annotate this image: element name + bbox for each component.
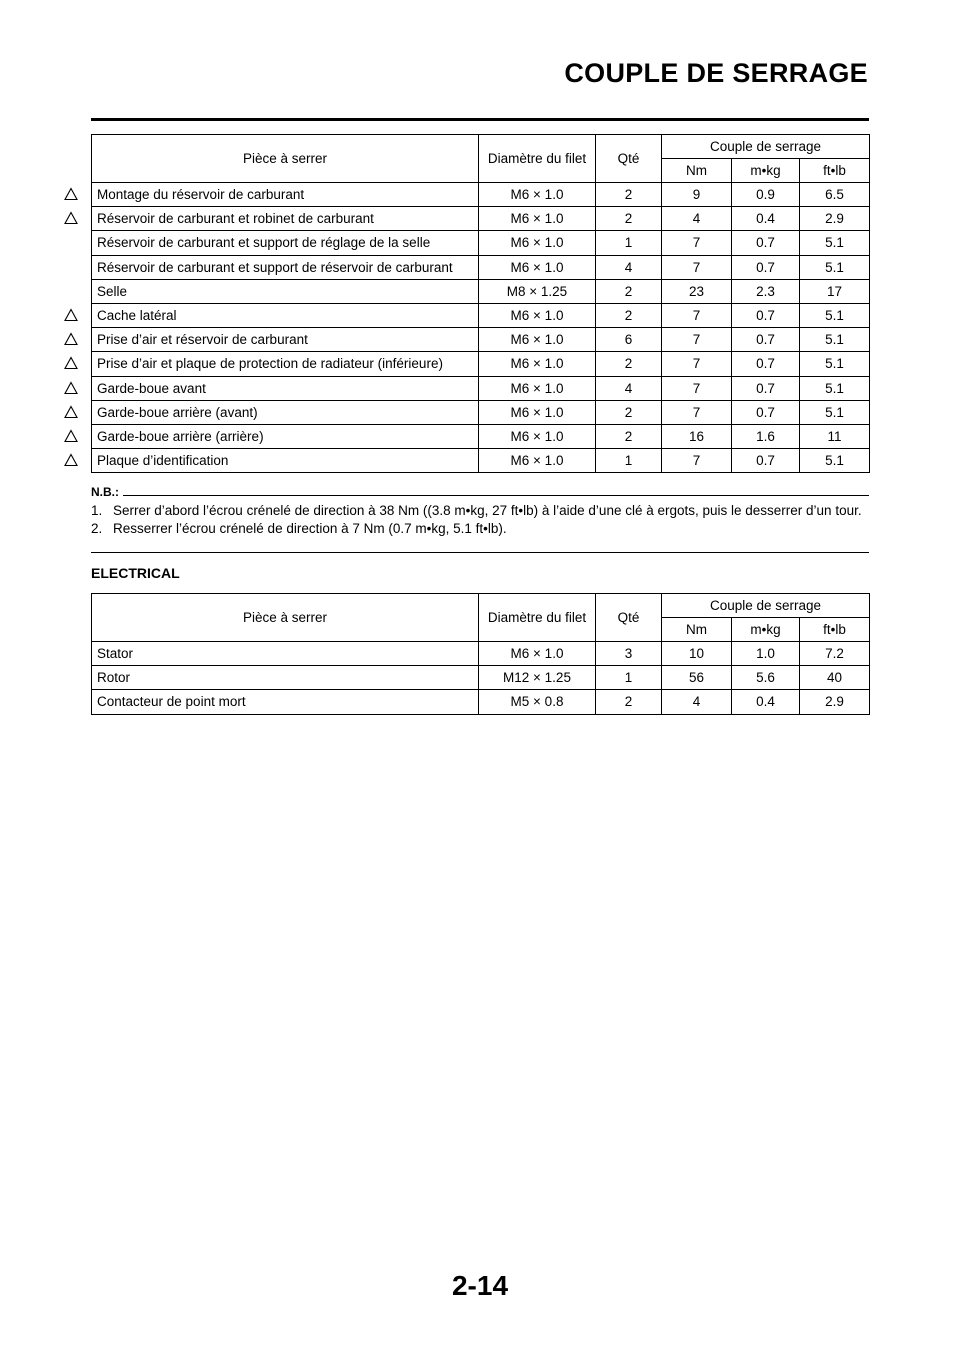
note-label: N.B.: xyxy=(91,485,119,499)
cell-ftlb xyxy=(800,449,870,473)
cell-mkg-text: 2.3 xyxy=(756,283,775,299)
cell-part xyxy=(92,690,479,714)
cell-nm-text: 4 xyxy=(692,211,701,227)
cell-qty-text: 2 xyxy=(624,404,633,420)
cell-ftlb xyxy=(800,424,870,448)
cell-part-text: Réservoir de carburant et support de réglage de la selle xyxy=(97,235,431,251)
section-heading-electrical: ELECTRICAL xyxy=(91,565,180,581)
table-row xyxy=(92,666,870,690)
cell-qty-text: 2 xyxy=(624,211,633,227)
triangle-warning-icon xyxy=(64,187,78,201)
cell-nm xyxy=(662,376,732,400)
cell-mkg-text: 0.4 xyxy=(756,694,775,710)
torque-table-main xyxy=(91,134,870,473)
cell-mkg-text: 0.7 xyxy=(756,332,775,348)
cell-nm-text: 7 xyxy=(692,404,701,420)
cell-part xyxy=(92,449,479,473)
triangle-warning-icon xyxy=(64,211,78,225)
col-header-ftlb: ft•lb xyxy=(800,618,870,642)
cell-mkg xyxy=(732,449,800,473)
cell-nm xyxy=(662,231,732,255)
cell-thread-text: M6 × 1.0 xyxy=(510,453,564,469)
cell-qty-text: 2 xyxy=(624,356,633,372)
col-header-ftlb: ft•lb xyxy=(800,159,870,183)
cell-qty-text: 2 xyxy=(624,428,633,444)
cell-nm-text: 7 xyxy=(692,380,701,396)
cell-thread-text: M8 × 1.25 xyxy=(506,283,568,299)
col-header-torque: Couple de serrage xyxy=(662,594,870,618)
col-header-mkg: m•kg xyxy=(732,618,800,642)
cell-ftlb-text: 7.2 xyxy=(825,646,844,662)
cell-part xyxy=(92,376,479,400)
cell-mkg-text: 0.7 xyxy=(756,259,775,275)
cell-part xyxy=(92,231,479,255)
triangle-warning-icon xyxy=(64,381,78,395)
page-title: COUPLE DE SERRAGE xyxy=(564,58,868,88)
cell-qty xyxy=(596,231,662,255)
header-rule xyxy=(91,118,869,121)
triangle-warning-icon xyxy=(64,453,78,467)
col-header-qty: Qté xyxy=(596,594,662,642)
cell-qty xyxy=(596,690,662,714)
cell-part-text: Rotor xyxy=(97,670,131,686)
cell-mkg xyxy=(732,690,800,714)
cell-part-text: Réservoir de carburant et support de réservoir de carburant xyxy=(97,259,453,275)
cell-thread-text: M6 × 1.0 xyxy=(510,646,564,662)
cell-mkg xyxy=(732,255,800,279)
cell-thread xyxy=(479,424,596,448)
cell-nm xyxy=(662,449,732,473)
table-row xyxy=(92,690,870,714)
note-list xyxy=(91,502,869,538)
note-end-rule xyxy=(91,552,869,553)
cell-qty xyxy=(596,642,662,666)
cell-nm-text: 7 xyxy=(692,453,701,469)
triangle-warning-icon xyxy=(64,405,78,419)
table-row xyxy=(92,279,870,303)
cell-part-text: Selle xyxy=(97,283,128,299)
cell-nm xyxy=(662,352,732,376)
cell-thread-text: M12 × 1.25 xyxy=(503,670,571,686)
cell-ftlb-text: 5.1 xyxy=(825,332,844,348)
cell-part-text: Garde-boue arrière (arrière) xyxy=(97,428,264,444)
cell-mkg-text: 0.7 xyxy=(756,308,775,324)
cell-mkg xyxy=(732,424,800,448)
cell-part-text: Montage du réservoir de carburant xyxy=(97,187,305,203)
cell-nm-text: 56 xyxy=(688,670,705,686)
cell-ftlb-text: 5.1 xyxy=(825,235,844,251)
table-body xyxy=(92,642,870,715)
cell-ftlb xyxy=(800,231,870,255)
cell-part-text: Prise d’air et réservoir de carburant xyxy=(97,332,308,348)
triangle-warning-icon xyxy=(64,332,78,346)
cell-ftlb xyxy=(800,279,870,303)
cell-ftlb xyxy=(800,642,870,666)
cell-qty-text: 1 xyxy=(624,453,633,469)
cell-part xyxy=(92,279,479,303)
cell-thread-text: M6 × 1.0 xyxy=(510,235,564,251)
cell-nm xyxy=(662,690,732,714)
table-row xyxy=(92,352,870,376)
table-row xyxy=(92,424,870,448)
col-header-nm: Nm xyxy=(662,159,732,183)
cell-qty-text: 1 xyxy=(624,235,633,251)
note-item-number: 2. xyxy=(91,521,103,536)
cell-thread-text: M6 × 1.0 xyxy=(510,380,564,396)
col-header-mkg: m•kg xyxy=(732,159,800,183)
cell-thread xyxy=(479,449,596,473)
col-header-thread: Diamètre du filet xyxy=(479,594,596,642)
cell-ftlb xyxy=(800,303,870,327)
cell-part-text: Garde-boue arrière (avant) xyxy=(97,404,258,420)
note-item-number: 1. xyxy=(91,503,103,518)
cell-nm-text: 7 xyxy=(692,356,701,372)
cell-mkg-text: 5.6 xyxy=(756,670,775,686)
note-item-text: Serrer d’abord l’écrou crénelé de direction à 38 Nm ((3.8 m•kg, 27 ft•lb) à l’aide d’une clé à ergots, puis le desserrer d’un tour. xyxy=(113,503,862,518)
cell-qty xyxy=(596,666,662,690)
cell-part-text: Garde-boue avant xyxy=(97,380,206,396)
cell-qty xyxy=(596,376,662,400)
cell-ftlb xyxy=(800,183,870,207)
cell-mkg-text: 0.7 xyxy=(756,453,775,469)
cell-part xyxy=(92,666,479,690)
triangle-warning-icon xyxy=(64,429,78,443)
note-item-text: Resserrer l’écrou crénelé de direction à 7 Nm (0.7 m•kg, 5.1 ft•lb). xyxy=(113,521,507,536)
triangle-warning-icon xyxy=(64,308,78,322)
triangle-warning-icon xyxy=(64,356,78,370)
cell-nm-text: 23 xyxy=(688,283,705,299)
cell-mkg xyxy=(732,328,800,352)
cell-thread-text: M6 × 1.0 xyxy=(510,404,564,420)
cell-ftlb-text: 5.1 xyxy=(825,380,844,396)
cell-mkg-text: 0.4 xyxy=(756,211,775,227)
cell-mkg xyxy=(732,352,800,376)
cell-thread-text: M6 × 1.0 xyxy=(510,187,564,203)
cell-nm xyxy=(662,400,732,424)
cell-ftlb-text: 2.9 xyxy=(825,694,844,710)
cell-ftlb-text: 6.5 xyxy=(825,187,844,203)
table-row xyxy=(92,183,870,207)
cell-ftlb xyxy=(800,690,870,714)
cell-thread xyxy=(479,231,596,255)
cell-mkg xyxy=(732,279,800,303)
cell-qty-text: 2 xyxy=(624,283,633,299)
table-row xyxy=(92,207,870,231)
cell-ftlb-text: 5.1 xyxy=(825,404,844,420)
cell-ftlb xyxy=(800,352,870,376)
col-header-qty: Qté xyxy=(596,135,662,183)
cell-thread xyxy=(479,328,596,352)
cell-part-text: Cache latéral xyxy=(97,308,177,324)
cell-part xyxy=(92,255,479,279)
cell-ftlb xyxy=(800,255,870,279)
cell-thread xyxy=(479,376,596,400)
cell-qty-text: 2 xyxy=(624,187,633,203)
cell-thread xyxy=(479,303,596,327)
cell-qty-text: 2 xyxy=(624,694,633,710)
cell-nm xyxy=(662,642,732,666)
col-header-nm: Nm xyxy=(662,618,732,642)
cell-part xyxy=(92,303,479,327)
cell-thread-text: M6 × 1.0 xyxy=(510,259,564,275)
cell-mkg xyxy=(732,376,800,400)
cell-nm xyxy=(662,255,732,279)
cell-qty-text: 1 xyxy=(624,670,633,686)
table-body xyxy=(92,183,870,473)
cell-nm xyxy=(662,303,732,327)
cell-ftlb-text: 5.1 xyxy=(825,308,844,324)
cell-nm xyxy=(662,183,732,207)
cell-thread xyxy=(479,207,596,231)
table-row xyxy=(92,328,870,352)
table-row xyxy=(92,376,870,400)
cell-thread xyxy=(479,642,596,666)
cell-nm-text: 9 xyxy=(692,187,701,203)
cell-mkg xyxy=(732,666,800,690)
cell-part-text: Stator xyxy=(97,646,134,662)
cell-mkg-text: 0.7 xyxy=(756,404,775,420)
cell-mkg-text: 0.7 xyxy=(756,356,775,372)
cell-ftlb xyxy=(800,328,870,352)
note-item xyxy=(91,502,869,520)
cell-thread xyxy=(479,352,596,376)
cell-thread-text: M6 × 1.0 xyxy=(510,356,564,372)
cell-part xyxy=(92,328,479,352)
cell-part-text: Contacteur de point mort xyxy=(97,694,246,710)
cell-nm-text: 7 xyxy=(692,235,701,251)
cell-qty-text: 4 xyxy=(624,380,633,396)
cell-qty xyxy=(596,352,662,376)
cell-thread xyxy=(479,690,596,714)
cell-qty-text: 6 xyxy=(624,332,633,348)
cell-qty xyxy=(596,449,662,473)
cell-nm-text: 7 xyxy=(692,259,701,275)
table-row xyxy=(92,642,870,666)
cell-qty-text: 3 xyxy=(624,646,633,662)
cell-ftlb xyxy=(800,400,870,424)
table-row xyxy=(92,449,870,473)
cell-qty xyxy=(596,303,662,327)
torque-table-electrical xyxy=(91,593,870,715)
table-row xyxy=(92,303,870,327)
cell-mkg-text: 0.7 xyxy=(756,380,775,396)
cell-nm xyxy=(662,424,732,448)
cell-qty xyxy=(596,400,662,424)
cell-thread-text: M6 × 1.0 xyxy=(510,332,564,348)
table-row xyxy=(92,255,870,279)
cell-mkg-text: 1.6 xyxy=(756,428,775,444)
cell-ftlb xyxy=(800,376,870,400)
cell-part xyxy=(92,642,479,666)
col-header-thread: Diamètre du filet xyxy=(479,135,596,183)
cell-thread xyxy=(479,279,596,303)
col-header-torque: Couple de serrage xyxy=(662,135,870,159)
cell-part-text: Plaque d’identification xyxy=(97,453,229,469)
cell-mkg xyxy=(732,303,800,327)
cell-part xyxy=(92,207,479,231)
cell-part-text: Réservoir de carburant et robinet de carburant xyxy=(97,211,374,227)
cell-part xyxy=(92,352,479,376)
cell-mkg-text: 0.9 xyxy=(756,187,775,203)
cell-qty xyxy=(596,279,662,303)
table-row xyxy=(92,400,870,424)
cell-ftlb-text: 11 xyxy=(827,428,842,444)
cell-thread-text: M6 × 1.0 xyxy=(510,308,564,324)
cell-ftlb-text: 5.1 xyxy=(825,356,844,372)
cell-nm-text: 7 xyxy=(692,308,701,324)
cell-mkg xyxy=(732,183,800,207)
cell-nm-text: 4 xyxy=(692,694,701,710)
cell-ftlb xyxy=(800,666,870,690)
cell-thread xyxy=(479,183,596,207)
cell-part xyxy=(92,183,479,207)
col-header-part: Pièce à serrer xyxy=(92,135,479,183)
note-block xyxy=(91,482,869,538)
cell-thread xyxy=(479,666,596,690)
note-divider xyxy=(123,495,869,496)
cell-part-text: Prise d’air et plaque de protection de radiateur (inférieure) xyxy=(97,356,443,372)
cell-thread xyxy=(479,400,596,424)
cell-nm-text: 16 xyxy=(688,428,705,444)
note-item xyxy=(91,520,869,538)
cell-qty xyxy=(596,424,662,448)
cell-mkg-text: 0.7 xyxy=(756,235,775,251)
table-row xyxy=(92,231,870,255)
cell-nm xyxy=(662,328,732,352)
col-header-part: Pièce à serrer xyxy=(92,594,479,642)
cell-thread xyxy=(479,255,596,279)
cell-ftlb-text: 40 xyxy=(826,670,843,686)
cell-mkg-text: 1.0 xyxy=(756,646,775,662)
cell-part xyxy=(92,424,479,448)
cell-qty-text: 4 xyxy=(624,259,633,275)
cell-thread-text: M5 × 0.8 xyxy=(510,694,564,710)
cell-nm xyxy=(662,207,732,231)
cell-part xyxy=(92,400,479,424)
cell-mkg xyxy=(732,642,800,666)
cell-nm-text: 10 xyxy=(688,646,705,662)
cell-ftlb xyxy=(800,207,870,231)
cell-qty xyxy=(596,207,662,231)
cell-ftlb-text: 5.1 xyxy=(825,259,844,275)
cell-qty-text: 2 xyxy=(624,308,633,324)
cell-qty xyxy=(596,328,662,352)
cell-thread-text: M6 × 1.0 xyxy=(510,428,564,444)
cell-mkg xyxy=(732,231,800,255)
cell-nm xyxy=(662,666,732,690)
cell-ftlb-text: 5.1 xyxy=(825,453,844,469)
cell-nm xyxy=(662,279,732,303)
cell-ftlb-text: 2.9 xyxy=(825,211,844,227)
cell-ftlb-text: 17 xyxy=(826,283,843,299)
page-number: 2-14 xyxy=(451,1270,509,1301)
cell-mkg xyxy=(732,400,800,424)
cell-nm-text: 7 xyxy=(692,332,701,348)
cell-thread-text: M6 × 1.0 xyxy=(510,211,564,227)
cell-qty xyxy=(596,255,662,279)
cell-mkg xyxy=(732,207,800,231)
cell-qty xyxy=(596,183,662,207)
